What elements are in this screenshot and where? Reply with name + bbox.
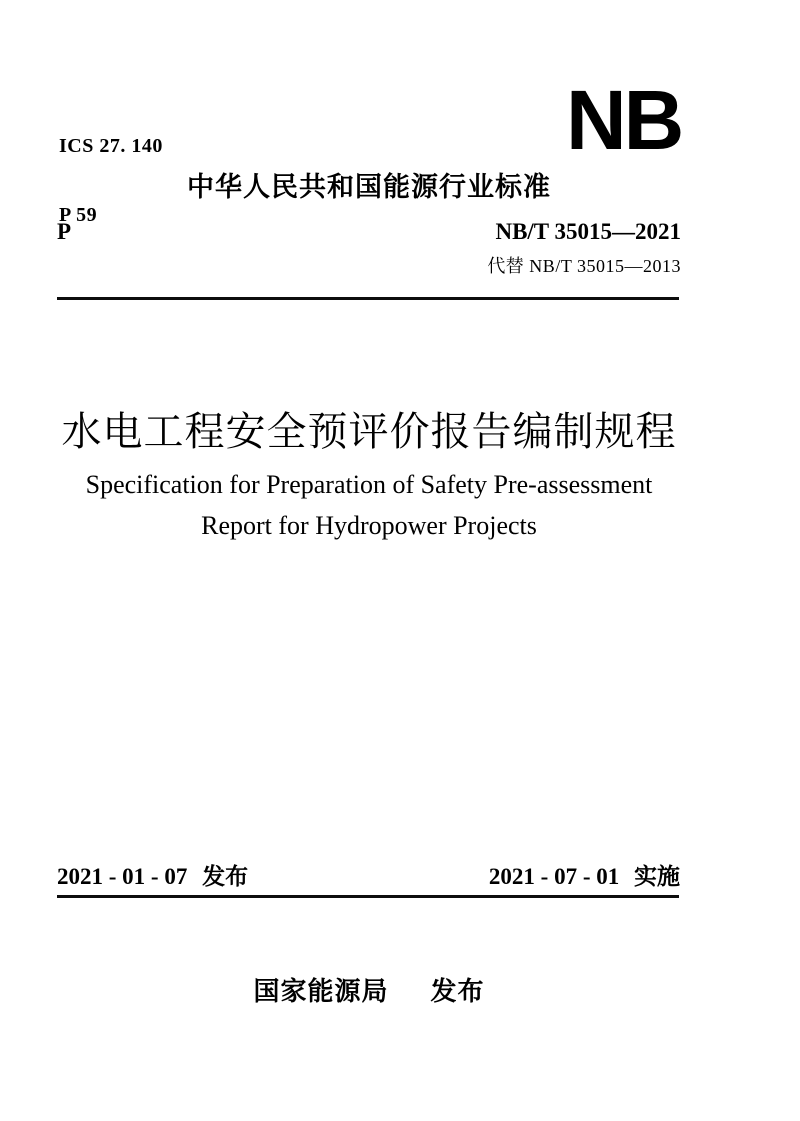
doc-class-letter: P (57, 219, 72, 244)
china-class-code: P 59 (59, 204, 98, 226)
publisher-action: 发布 (430, 976, 485, 1006)
standard-title-zh: 水电工程安全预评价报告编制规程 (61, 409, 677, 454)
standard-title-en-line1: Specification for Preparation of Safety Pre-assessment (85, 470, 653, 499)
issue-date (57, 858, 248, 891)
implement-date-label: 实施 (634, 863, 680, 889)
publisher-name: 国家能源局 (253, 976, 389, 1006)
standard-category-heading: 中华人民共和国能源行业标准 (187, 172, 551, 202)
bottom-rule (57, 895, 679, 898)
standard-title-en-line2: Report for Hydropower Projects (201, 511, 537, 540)
publisher-row (57, 971, 681, 1008)
implement-date (489, 858, 680, 891)
dates-row (57, 858, 680, 891)
nb-logo: NB (566, 73, 682, 167)
standard-code-row (57, 219, 681, 245)
ics-code: ICS 27. 140 (59, 135, 163, 157)
replaces-note: 代替 NB/T 35015—2013 (487, 256, 681, 276)
standard-number: NB/T 35015—2021 (495, 219, 681, 244)
issue-date-value: 2021 - 01 - 07 (57, 864, 188, 889)
standard-title-en (37, 464, 701, 546)
implement-date-value: 2021 - 07 - 01 (488, 864, 620, 889)
top-rule (57, 297, 679, 300)
issue-date-label: 发布 (202, 863, 249, 889)
